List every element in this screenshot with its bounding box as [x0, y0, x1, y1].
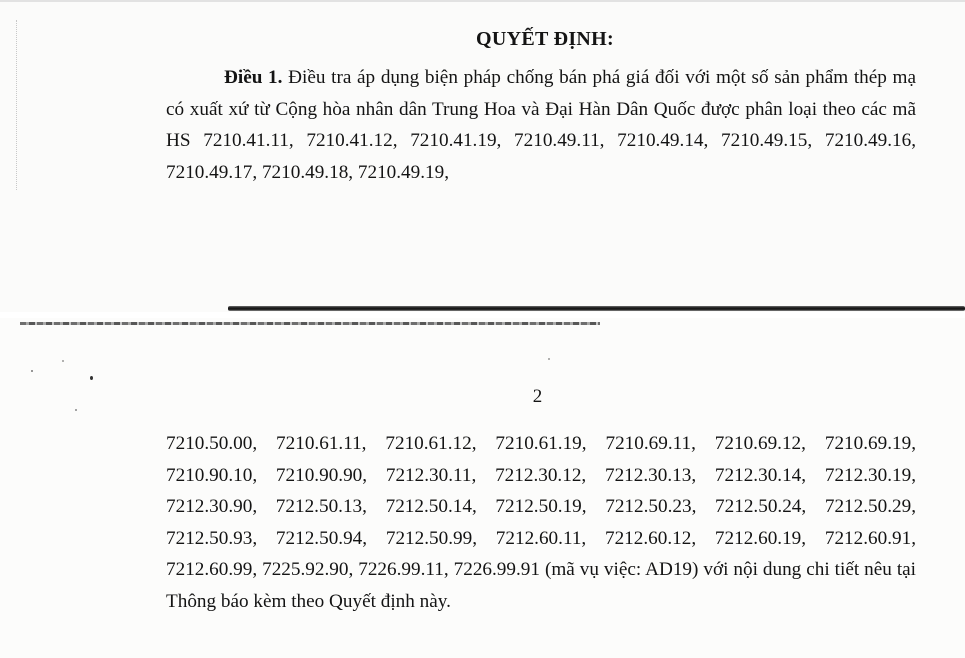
scan-artifact-line	[228, 306, 965, 311]
page-edge	[0, 0, 965, 2]
scan-speck	[90, 376, 93, 380]
scan-speck	[75, 409, 77, 411]
scan-speck	[548, 358, 550, 360]
continuation-paragraph: 7210.50.00, 7210.61.11, 7210.61.12, 7210.61.19, 7210.69.11, 7210.69.12, 7210.69.19, 7210.90.10, 7210.90.90, 7212.30.11, 7212.30.12, 7212.30.13, 7212.30.14, 7212.30.19, 7212.30.90, 7212.50.13, 7212.50.14, 7212.50.19, 7212.50.23, 7212.50.24, 7212.50.29, 7212.50.93, 7212.50.94, 7212.50.99, 7212.60.11, 7212.60.12, 7212.60.19, 7212.60.91, 7212.60.99, 7225.92.90, 7226.99.11, 7226.99.91 (mã vụ việc: AD19) với nội dung chi tiết nêu tại Thông báo kèm theo Quyết định này.	[166, 433, 916, 612]
document-title: QUYẾT ĐỊNH:	[476, 28, 614, 50]
scan-speck	[62, 360, 64, 362]
article-text: Điều tra áp dụng biện pháp chống bán phá giá đối với một số sản phẩm thép mạ có xuất xứ từ Cộng hòa nhân dân Trung Hoa và Đại Hàn Dân Quốc được phân loại theo các mã HS 7210.41.11, 7210.41.12, 7210.41.19, 7210.49.11, 7210.49.14, 7210.49.15, 7210.49.16, 7210.49.17, 7210.49.18, 7210.49.19,	[166, 67, 917, 183]
article-label: Điều 1.	[224, 67, 283, 88]
page-number: 2	[532, 386, 543, 407]
page-gap	[0, 312, 965, 318]
scan-artifact-line-dashed	[20, 322, 600, 325]
article-1-paragraph	[166, 62, 916, 188]
scan-speck	[31, 370, 33, 372]
